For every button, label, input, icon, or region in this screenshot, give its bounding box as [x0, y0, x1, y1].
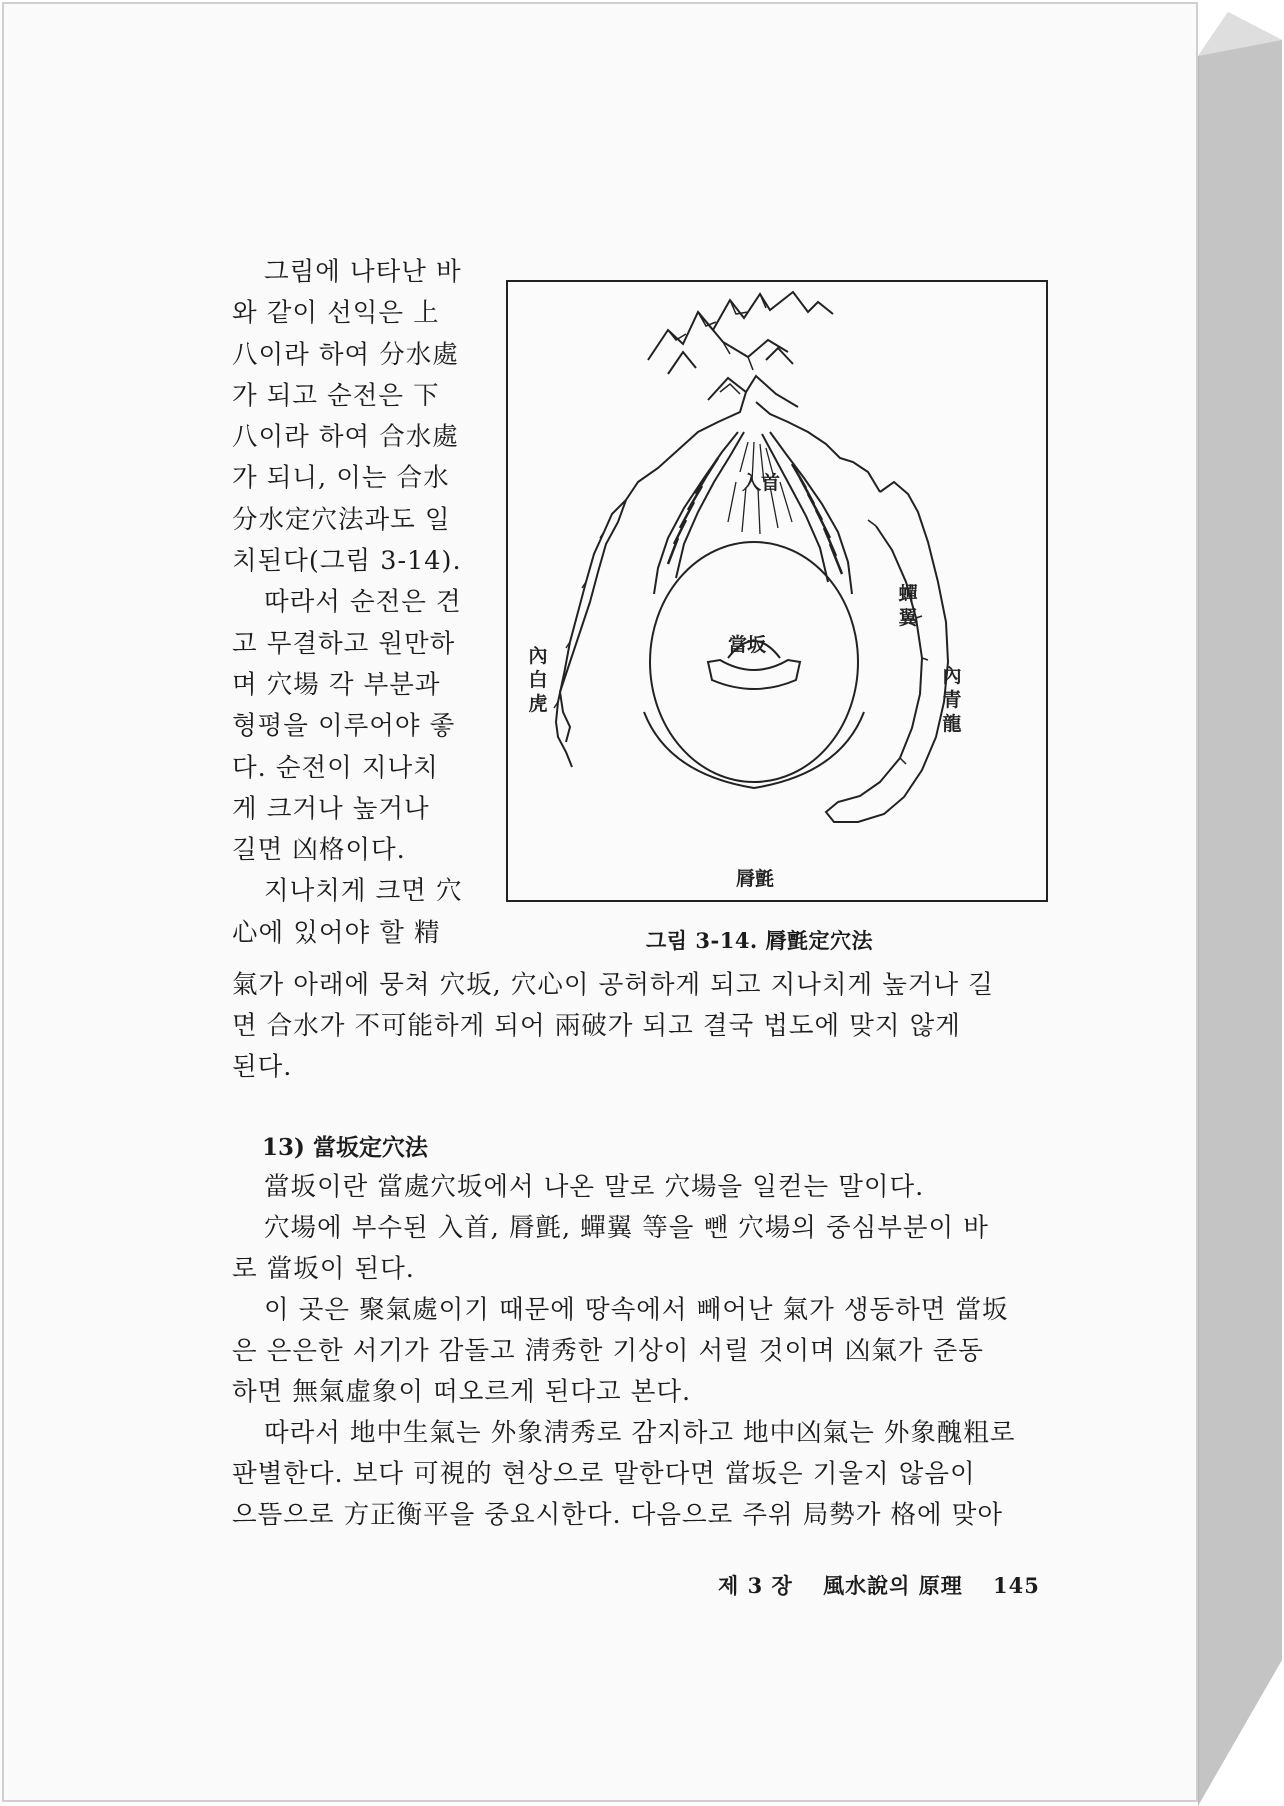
- text-line: 이 곳은 聚氣處이기 때문에 땅속에서 빼어난 氣가 생동하면 當坂: [264, 1295, 1009, 1325]
- text-line: 면 合水가 不可能하게 되어 兩破가 되고 결국 법도에 맞지 않게: [232, 1011, 961, 1041]
- text-line: 八이라 하여 合水處: [232, 422, 459, 453]
- text-line: 고 무결하고 원만하: [232, 628, 456, 659]
- text-line: 형평을 이루어야 좋: [232, 711, 456, 742]
- text-line: 으뜸으로 方正衡平을 중요시한다. 다음으로 주위 局勢가 格에 맞아: [232, 1500, 1004, 1530]
- label-seonik: 蟬翼: [898, 583, 918, 629]
- text-line: 된다.: [232, 1052, 293, 1082]
- text-line: 게 크거나 높거나: [232, 793, 430, 824]
- text-line: 와 같이 선익은 上: [232, 298, 440, 329]
- page-number: 145: [993, 1573, 1040, 1598]
- paragraph-continuation: [232, 965, 1070, 1088]
- text-line: 따라서 순전은 견: [264, 587, 462, 618]
- running-footer: [718, 1570, 1062, 1600]
- text-line: 八이라 하여 分水處: [232, 339, 459, 370]
- text-line: 하면 無氣虛象이 떠오르게 된다고 본다.: [232, 1377, 692, 1407]
- label-ipsu: 入首: [742, 472, 781, 494]
- text-line: 지나치게 크면 穴: [264, 876, 463, 907]
- chapter-label: 제 3 장: [718, 1573, 793, 1598]
- label-dangpan: 當坂: [728, 634, 767, 656]
- text-line: 치된다(그림 3-14).: [232, 546, 462, 577]
- page-stack-edge: [1198, 0, 1282, 1806]
- text-line: 가 되고 순전은 下: [232, 380, 440, 411]
- text-line: 가 되니, 이는 合水: [232, 463, 450, 494]
- section-body: [232, 1167, 1070, 1536]
- label-inner-blue-dragon: 內青龍: [942, 665, 962, 735]
- text-line: 판별한다. 보다 可視的 현상으로 말한다면 當坂은 기울지 않음이: [232, 1459, 976, 1489]
- section-heading: 13) 當坂定穴法: [262, 1134, 428, 1161]
- label-sunjeon: 脣氈: [736, 868, 775, 890]
- text-line: 따라서 地中生氣는 外象淸秀로 감지하고 地中凶氣는 外象醜粗로: [264, 1418, 1016, 1448]
- text-line: 그림에 나타난 바: [264, 257, 462, 287]
- figure-3-14: [506, 280, 1048, 902]
- text-line: 며 穴場 각 부분과: [232, 669, 441, 700]
- left-column-text: [232, 252, 477, 954]
- text-line: 은 은은한 서기가 감돌고 淸秀한 기상이 서릴 것이며 凶氣가 준동: [232, 1336, 984, 1366]
- chapter-title: 風水說의 原理: [823, 1573, 963, 1598]
- text-line: 分水定穴法과도 일: [232, 504, 451, 535]
- figure-caption: 그림 3-14. 脣氈定穴法: [646, 928, 874, 953]
- text-line: 다. 순전이 지나치: [232, 752, 439, 783]
- terrain-illustration: [508, 282, 1046, 900]
- text-line: 心에 있어야 할 精: [232, 917, 441, 948]
- text-line: 로 當坂이 된다.: [232, 1254, 415, 1284]
- text-line: 길면 凶格이다.: [232, 835, 406, 866]
- text-line: 穴場에 부수된 入首, 脣氈, 蟬翼 等을 뺀 穴場의 중심부분이 바: [264, 1213, 989, 1243]
- label-inner-white-tiger: 內白虎: [528, 645, 548, 715]
- text-line: 氣가 아래에 뭉쳐 穴坂, 穴心이 공허하게 되고 지나치게 높거나 길: [232, 970, 994, 1000]
- text-line: 當坂이란 當處穴坂에서 나온 말로 穴場을 일컫는 말이다.: [264, 1172, 925, 1202]
